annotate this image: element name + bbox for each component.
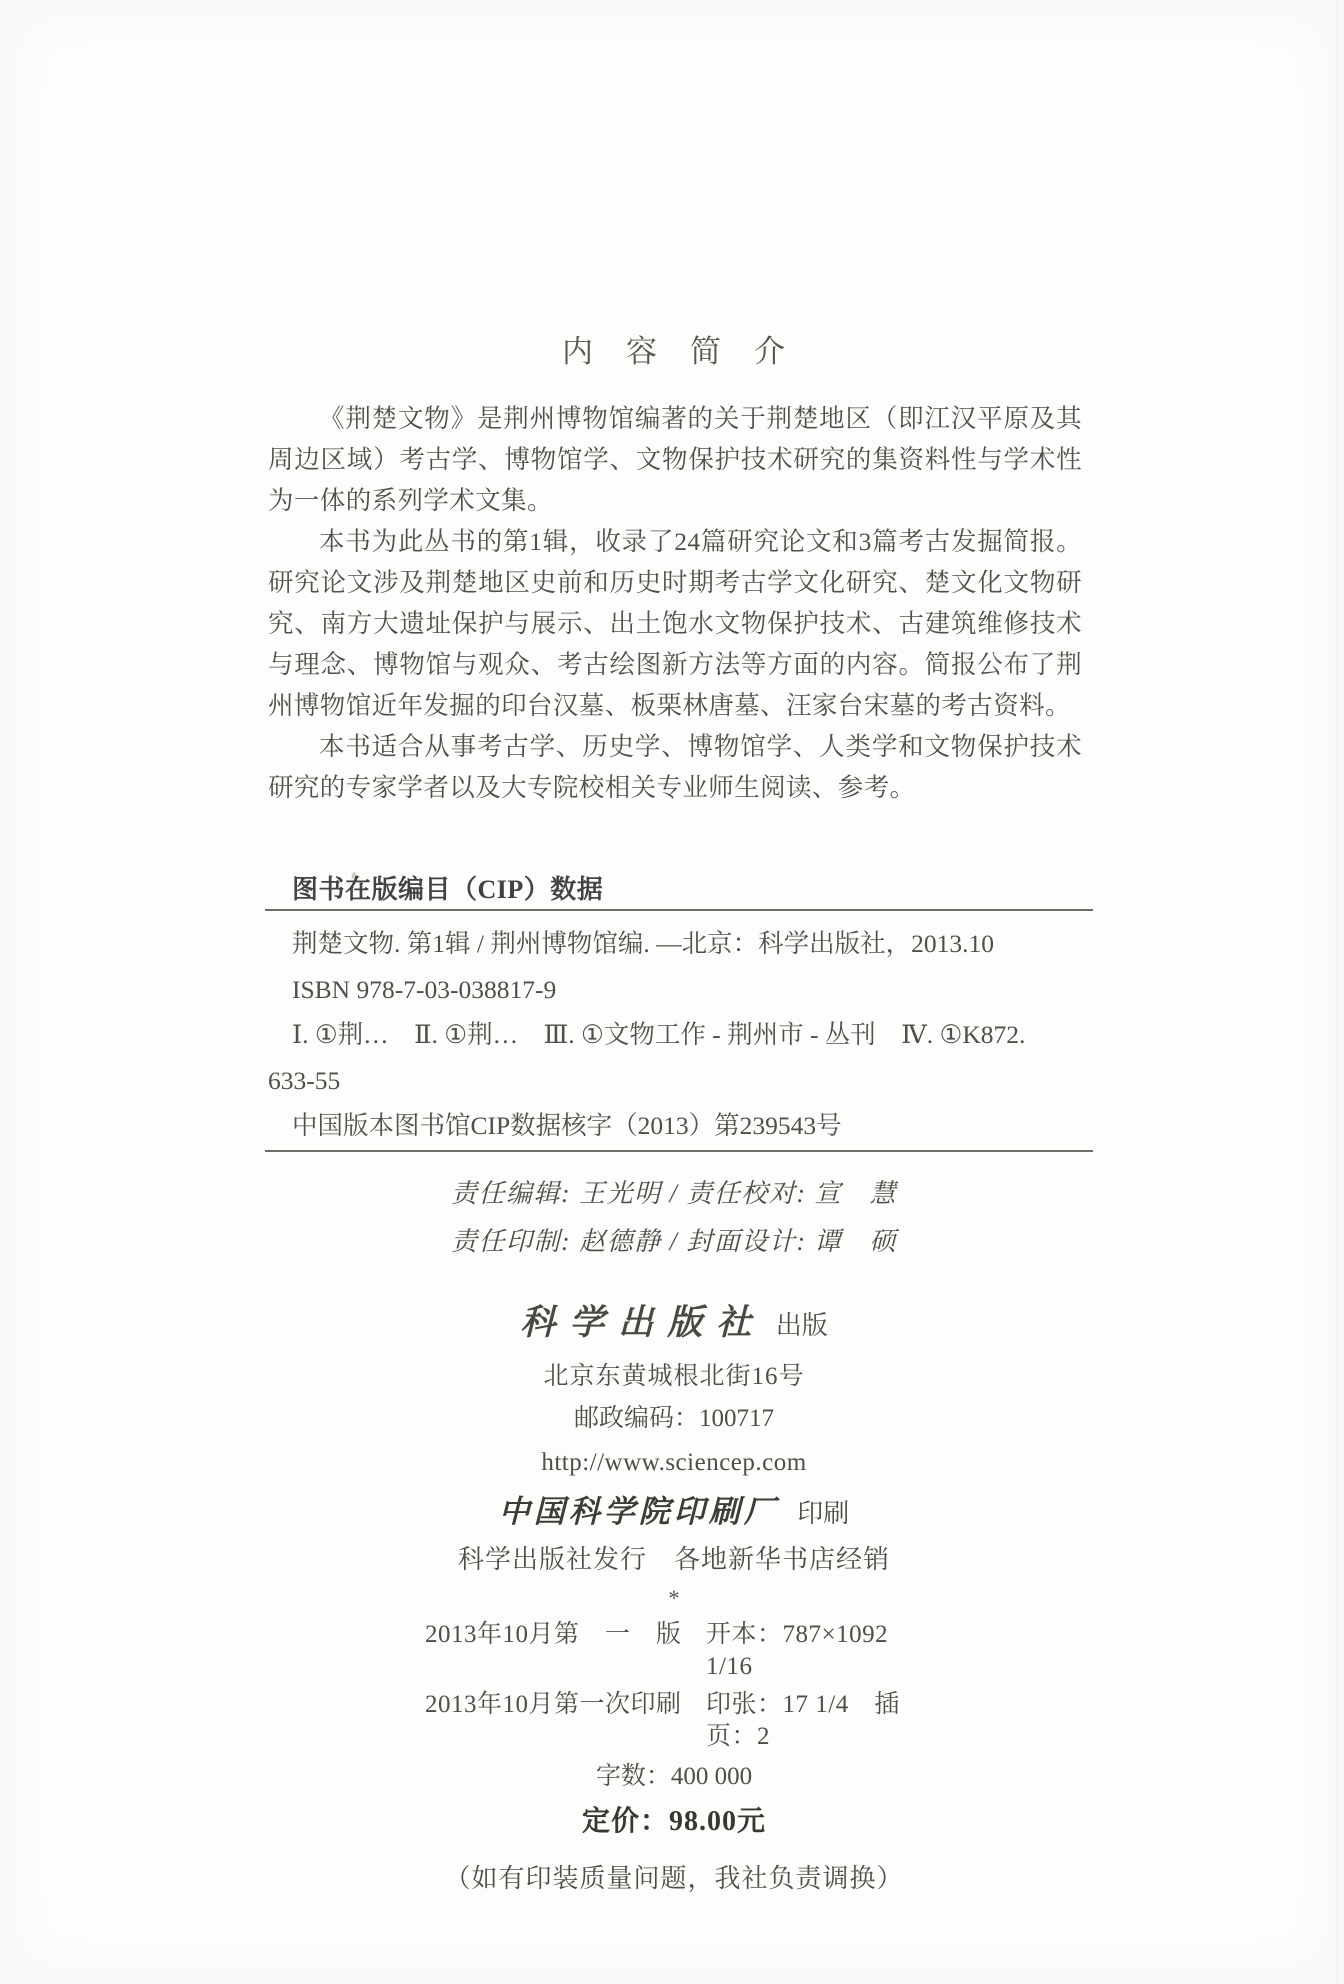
- cip-line-title: 荆楚文物. 第1辑 / 荆州博物馆编. —北京：科学出版社，2013.10: [292, 929, 994, 958]
- scan-edge-shadow: [1336, 0, 1338, 1984]
- intro-section: [268, 398, 1082, 808]
- sheets-inserts-spec: 印张：17 1/4 插页：2: [706, 1690, 900, 1751]
- page-title: 内 容 简 介: [562, 334, 786, 369]
- word-count: 字数：400 000: [595, 1762, 753, 1790]
- credits-section: [268, 1170, 1080, 1266]
- cip-top-rule: [265, 909, 1093, 911]
- cip-line-isbn: ISBN 978-7-03-038817-9: [292, 974, 557, 1004]
- cip-line-record-number: 中国版本图书馆CIP数据核字（2013）第239543号: [292, 1111, 842, 1140]
- cip-line-classification-cont: 633-55: [268, 1065, 341, 1095]
- colophon-section: [268, 1300, 1080, 1896]
- printing-date: 2013年10月第一次印刷: [425, 1690, 682, 1718]
- quality-note: （如有印装质量问题，我社负责调换）: [444, 1863, 904, 1893]
- publisher-postcode: 邮政编码：100717: [573, 1405, 774, 1432]
- intro-paragraph-1: 《荆楚文物》是荆州博物馆编著的关于荆楚地区（即江汉平原及其周边区域）考古学、博物馆学、文物保护技术研究的集资料性与学术性为一体的系列学术文集。: [268, 404, 1082, 515]
- publisher-role-label: 出版: [775, 1311, 828, 1340]
- printer-logotype: 中国科学院印刷厂: [498, 1494, 779, 1529]
- cip-bottom-rule: [265, 1150, 1093, 1152]
- credit-printing-cover: 责任印制: 赵德静 / 封面设计: 谭 硕: [450, 1227, 898, 1256]
- publisher-url: http://www.sciencep.com: [541, 1448, 807, 1476]
- publisher-logotype: 科学出版社: [520, 1303, 766, 1342]
- cip-body: [268, 921, 1092, 1149]
- intro-paragraph-2: 本书为此丛书的第1辑，收录了24篇研究论文和3篇考古发掘简报。研究论文涉及荆楚地区史前和历史时期考古学文化研究、楚文化文物研究、南方大遗址保护与展示、出土饱水文物保护技术、古建筑维修技术与理念、博物馆与观众、考古绘图新方法等方面的内容。简报公布了荆州博物馆近年发掘的印台汉墓、板栗林唐墓、汪家台宋墓的考古资料。: [268, 527, 1082, 720]
- price: 定价：98.00元: [581, 1806, 766, 1838]
- edition-date: 2013年10月第 一 版: [425, 1620, 682, 1648]
- printing-row: [425, 1689, 923, 1754]
- publisher-line: [268, 1300, 1080, 1346]
- publisher-address: 北京东黄城根北街16号: [543, 1362, 805, 1390]
- printer-role-label: 印刷: [797, 1499, 850, 1528]
- cip-header: 图书在版编目（CIP）数据: [292, 875, 604, 904]
- credit-editor-proofreader: 责任编辑: 王光明 / 责任校对: 宣 慧: [450, 1179, 898, 1208]
- separator-star: *: [668, 1586, 680, 1612]
- format-spec: 开本：787×1092 1/16: [706, 1620, 914, 1681]
- distribution-line: 科学出版社发行 各地新华书店经销: [457, 1545, 890, 1575]
- printer-line: [268, 1492, 1080, 1532]
- edition-row: [425, 1619, 923, 1684]
- cip-line-classification: Ⅰ. ①荆… Ⅱ. ①荆… Ⅲ. ①文物工作 - 荆州市 - 丛刊 Ⅳ. ①K872.: [292, 1020, 1026, 1049]
- intro-paragraph-3: 本书适合从事考古学、历史学、博物馆学、人类学和文物保护技术研究的专家学者以及大专院校相关专业师生阅读、参考。: [268, 732, 1082, 802]
